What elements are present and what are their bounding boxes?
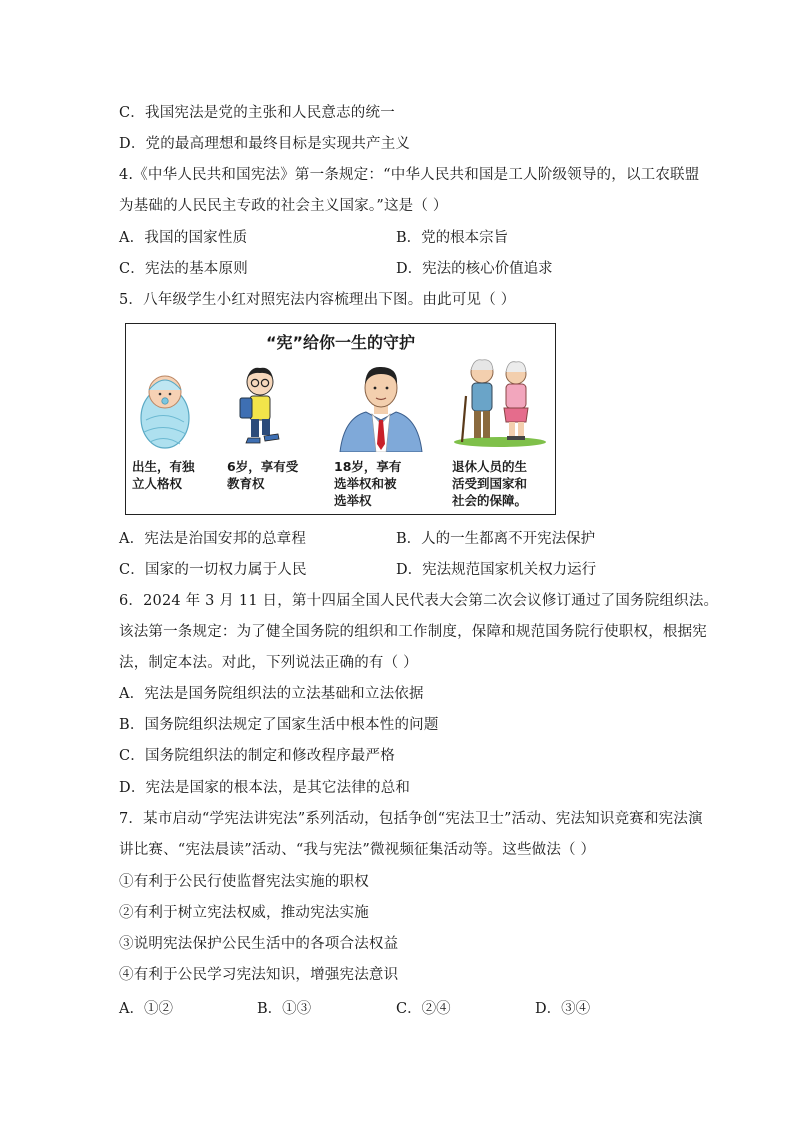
q4-option-c: C．宪法的基本原则: [119, 261, 248, 277]
q7-stem-line2: 讲比赛、“宪法晨读”活动、“我与宪法”微视频征集活动等。这些做法（ ）: [119, 842, 596, 858]
baby-icon: [138, 370, 192, 450]
q6-stem-line1: 6．2024 年 3 月 11 日，第十四届全国人民代表大会第二次会议修订通过了国务院组织法。: [119, 593, 719, 609]
q6-option-a: A．宪法是国务院组织法的立法基础和立法依据: [119, 686, 424, 702]
q7-statement-2: ②有利于树立宪法权威，推动宪法实施: [119, 905, 369, 921]
q4-stem-line1: 4.《中华人民共和国宪法》第一条规定：“中华人民共和国是工人阶级领导的，以工农联盟: [119, 167, 700, 183]
q3-option-d: D．党的最高理想和最终目标是实现共产主义: [119, 136, 411, 152]
figure-title: “宪”给你一生的守护: [265, 333, 416, 352]
q3-option-c: C．我国宪法是党的主张和人民意志的统一: [119, 105, 395, 121]
q6-option-b: B．国务院组织法规定了国家生活中根本性的问题: [119, 717, 439, 733]
q4-option-d: D．宪法的核心价值追求: [396, 261, 553, 277]
schoolboy-icon: [224, 364, 294, 450]
q7-statement-1: ①有利于公民行使监督宪法实施的职权: [119, 874, 369, 890]
q5-option-d: D．宪法规范国家机关权力运行: [396, 562, 597, 578]
adult-man-icon: [336, 362, 426, 452]
q5-option-a: A．宪法是治国安邦的总章程: [119, 531, 307, 547]
figure-caption-age18: 18岁，享有 选举权和被 选举权: [334, 459, 402, 508]
q7-option-b: B．①③: [257, 1001, 312, 1017]
q7-option-d: D．③④: [535, 1001, 591, 1017]
q4-stem-line2: 为基础的人民民主专政的社会主义国家。”这是（ ）: [119, 198, 448, 214]
q5-figure: [125, 323, 556, 515]
q7-stem-line1: 7．某市启动“学宪法讲宪法”系列活动，包括争创“宪法卫士”活动、宪法知识竞赛和宪法演: [119, 811, 703, 827]
q5-option-c: C．国家的一切权力属于人民: [119, 562, 307, 578]
q5-option-b: B．人的一生都离不开宪法保护: [396, 531, 596, 547]
q4-option-a: A．我国的国家性质: [119, 230, 248, 246]
elderly-couple-icon: [452, 356, 548, 448]
q5-stem: 5．八年级学生小红对照宪法内容梳理出下图。由此可见（ ）: [119, 292, 516, 308]
figure-caption-birth: 出生，有独 立人格权: [132, 459, 195, 491]
figure-caption-retired: 退休人员的生 活受到国家和 社会的保障。: [452, 459, 528, 508]
q7-statement-3: ③说明宪法保护公民生活中的各项合法权益: [119, 936, 399, 952]
figure-caption-age6: 6岁，享有受 教育权: [227, 459, 299, 491]
q6-option-d: D．宪法是国家的根本法，是其它法律的总和: [119, 780, 411, 796]
q7-options: [119, 997, 679, 1017]
q7-statement-4: ④有利于公民学习宪法知识，增强宪法意识: [119, 967, 399, 983]
q6-stem-line2: 该法第一条规定：为了健全国务院的组织和工作制度，保障和规范国务院行使职权，根据宪: [119, 624, 707, 640]
q7-option-c: C．②④: [396, 1001, 451, 1017]
q6-option-c: C．国务院组织法的制定和修改程序最严格: [119, 748, 395, 764]
q4-option-b: B．党的根本宗旨: [396, 230, 509, 246]
q7-option-a: A．①②: [119, 1001, 173, 1017]
q6-stem-line3: 法，制定本法。对此，下列说法正确的有（ ）: [119, 655, 418, 671]
